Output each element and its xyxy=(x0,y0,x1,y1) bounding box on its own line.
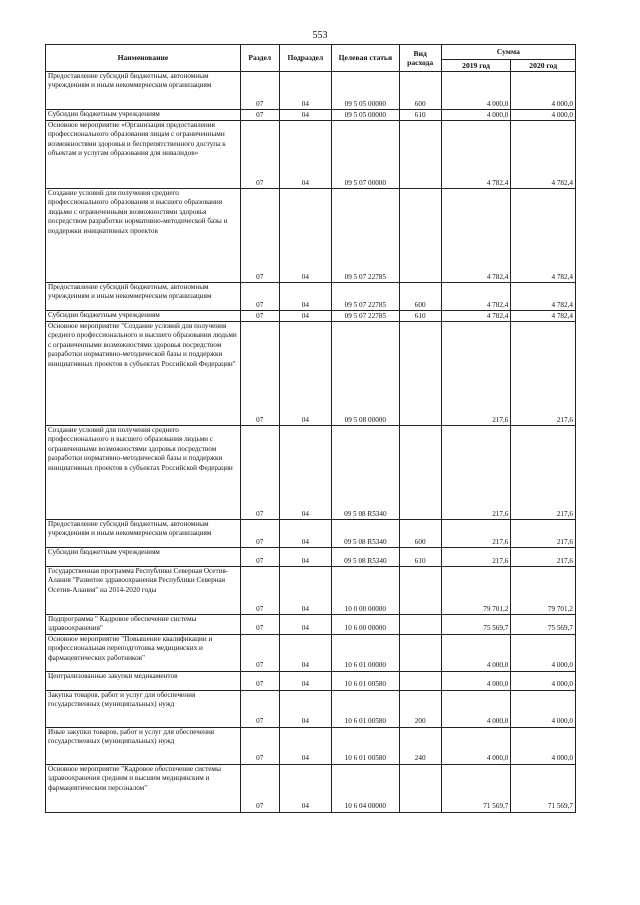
header-sum: Сумма xyxy=(441,45,575,60)
cell-subsection: 04 xyxy=(279,764,331,812)
cell-section: 07 xyxy=(240,110,279,121)
table-row xyxy=(46,671,576,690)
header-2019: 2019 год xyxy=(441,60,511,72)
cell-sum-2019: 4 782,4 xyxy=(441,189,511,283)
cell-expense: 610 xyxy=(399,110,441,121)
cell-name: Централизованные закупки медикаментов xyxy=(46,671,241,690)
cell-target: 09 5 08 R5340 xyxy=(332,548,400,567)
cell-name: Государственная программа Республики Северная Осетия-Алания "Развитие здравоохранения Республики Северная Осетия-Алания" на 2014-2020 годы xyxy=(46,567,241,615)
cell-sum-2020: 4 000,0 xyxy=(511,671,576,690)
cell-target: 09 5 05 00000 xyxy=(332,72,400,110)
cell-name: Основное мероприятие «Организация предоставления профессионального образования лицам с ограниченными возможностями здоровья и беспрепятственного доступа к объектам и услугам образования для инвалидов» xyxy=(46,121,241,189)
cell-target: 09 5 05 00000 xyxy=(332,110,400,121)
table-row xyxy=(46,764,576,812)
table-row xyxy=(46,121,576,189)
header-target: Целевая статья xyxy=(332,45,400,72)
cell-sum-2020: 4 782,4 xyxy=(511,311,576,322)
header-expense: Вид расхода xyxy=(399,45,441,72)
cell-expense: 600 xyxy=(399,520,441,548)
cell-sum-2020: 4 782,4 xyxy=(511,189,576,283)
cell-sum-2020: 217,6 xyxy=(511,520,576,548)
cell-sum-2019: 4 782,4 xyxy=(441,283,511,311)
cell-name: Подпрограмма " Кадровое обеспечение системы здравоохранения" xyxy=(46,615,241,635)
page-number: 553 xyxy=(312,30,328,41)
cell-subsection: 04 xyxy=(279,72,331,110)
cell-section: 07 xyxy=(240,548,279,567)
cell-target: 10 6 01 00000 xyxy=(332,634,400,671)
cell-expense xyxy=(399,322,441,426)
cell-subsection: 04 xyxy=(279,110,331,121)
cell-sum-2020: 4 782,4 xyxy=(511,121,576,189)
header-section: Раздел xyxy=(240,45,279,72)
cell-expense xyxy=(399,615,441,635)
cell-subsection: 04 xyxy=(279,671,331,690)
cell-sum-2020: 217,6 xyxy=(511,548,576,567)
cell-sum-2019: 217,6 xyxy=(441,548,511,567)
cell-sum-2020: 4 000,0 xyxy=(511,110,576,121)
cell-section: 07 xyxy=(240,615,279,635)
cell-section: 07 xyxy=(240,121,279,189)
cell-expense xyxy=(399,764,441,812)
cell-expense: 600 xyxy=(399,72,441,110)
cell-section: 07 xyxy=(240,520,279,548)
cell-sum-2019: 4 782,4 xyxy=(441,121,511,189)
cell-expense: 610 xyxy=(399,548,441,567)
cell-sum-2019: 79 701,2 xyxy=(441,567,511,615)
cell-name: Субсидии бюджетным учреждениям xyxy=(46,110,241,121)
cell-section: 07 xyxy=(240,764,279,812)
cell-target: 10 6 00 00000 xyxy=(332,615,400,635)
cell-target: 09 5 08 R5340 xyxy=(332,520,400,548)
cell-subsection: 04 xyxy=(279,426,331,520)
cell-name: Иные закупки товаров, работ и услуг для обеспечения государственных (муниципальных) нужд xyxy=(46,727,241,764)
cell-sum-2019: 4 000,0 xyxy=(441,727,511,764)
cell-sum-2020: 79 701,2 xyxy=(511,567,576,615)
cell-subsection: 04 xyxy=(279,121,331,189)
cell-sum-2019: 217,6 xyxy=(441,520,511,548)
table-row xyxy=(46,311,576,322)
cell-sum-2019: 71 569,7 xyxy=(441,764,511,812)
table-row xyxy=(46,690,576,727)
cell-name: Предоставление субсидий бюджетным, автономным учреждениям и иным некоммерческим организациям xyxy=(46,283,241,311)
cell-expense: 200 xyxy=(399,690,441,727)
table-row xyxy=(46,189,576,283)
cell-section: 07 xyxy=(240,567,279,615)
cell-section: 07 xyxy=(240,72,279,110)
cell-name: Предоставление субсидий бюджетным, автономным учреждениям и иным некоммерческим организациям xyxy=(46,520,241,548)
cell-sum-2020: 75 569,7 xyxy=(511,615,576,635)
cell-name: Основное мероприятие "Повышение квалификации и профессиональная переподготовка медицинских и фармацевтических работников" xyxy=(46,634,241,671)
cell-subsection: 04 xyxy=(279,283,331,311)
cell-target: 09 5 07 00000 xyxy=(332,121,400,189)
cell-section: 07 xyxy=(240,690,279,727)
cell-subsection: 04 xyxy=(279,189,331,283)
cell-section: 07 xyxy=(240,283,279,311)
cell-sum-2019: 4 782,4 xyxy=(441,311,511,322)
table-row xyxy=(46,110,576,121)
header-name: Наименование xyxy=(46,45,241,72)
cell-target: 10 6 01 00580 xyxy=(332,690,400,727)
cell-subsection: 04 xyxy=(279,615,331,635)
cell-subsection: 04 xyxy=(279,520,331,548)
header-2020: 2020 год xyxy=(511,60,576,72)
cell-section: 07 xyxy=(240,671,279,690)
cell-sum-2020: 4 782,4 xyxy=(511,283,576,311)
cell-name: Закупка товаров, работ и услуг для обеспечения государственных (муниципальных) нужд xyxy=(46,690,241,727)
cell-sum-2019: 217,6 xyxy=(441,426,511,520)
table-row xyxy=(46,548,576,567)
table-row xyxy=(46,322,576,426)
cell-expense xyxy=(399,426,441,520)
cell-section: 07 xyxy=(240,311,279,322)
cell-sum-2020: 4 000,0 xyxy=(511,634,576,671)
cell-target: 09 5 07 22785 xyxy=(332,283,400,311)
cell-target: 10 6 04 00000 xyxy=(332,764,400,812)
cell-name: Субсидии бюджетным учреждениям xyxy=(46,311,241,322)
cell-sum-2020: 217,6 xyxy=(511,426,576,520)
cell-expense xyxy=(399,567,441,615)
cell-name: Основное мероприятие "Создание условий для получения среднего профессионального и высшего образования людьми с ограниченными возможностями здоровья посредством разработки нормативно-методической базы и поддержки инициативных проектов в субъектах Российской Федерации" xyxy=(46,322,241,426)
cell-section: 07 xyxy=(240,634,279,671)
cell-subsection: 04 xyxy=(279,567,331,615)
cell-subsection: 04 xyxy=(279,322,331,426)
cell-sum-2019: 4 000,0 xyxy=(441,72,511,110)
cell-expense xyxy=(399,121,441,189)
budget-table xyxy=(45,44,576,813)
cell-expense: 610 xyxy=(399,311,441,322)
table-row xyxy=(46,615,576,635)
cell-sum-2019: 4 000,0 xyxy=(441,671,511,690)
cell-sum-2019: 4 000,0 xyxy=(441,634,511,671)
cell-target: 10 6 01 00580 xyxy=(332,727,400,764)
cell-name: Предоставление субсидий бюджетным, автономным учреждениям и иным некоммерческим организациям xyxy=(46,72,241,110)
cell-target: 10 6 01 00580 xyxy=(332,671,400,690)
table-row xyxy=(46,426,576,520)
cell-target: 10 0 00 00000 xyxy=(332,567,400,615)
table-row xyxy=(46,634,576,671)
cell-sum-2020: 4 000,0 xyxy=(511,690,576,727)
cell-expense xyxy=(399,189,441,283)
cell-sum-2020: 4 000,0 xyxy=(511,72,576,110)
cell-sum-2020: 4 000,0 xyxy=(511,727,576,764)
cell-expense xyxy=(399,671,441,690)
cell-name: Субсидии бюджетным учреждениям xyxy=(46,548,241,567)
cell-target: 09 5 07 22785 xyxy=(332,189,400,283)
cell-section: 07 xyxy=(240,189,279,283)
cell-subsection: 04 xyxy=(279,548,331,567)
cell-section: 07 xyxy=(240,426,279,520)
cell-sum-2020: 71 569,7 xyxy=(511,764,576,812)
cell-expense: 600 xyxy=(399,283,441,311)
cell-sum-2019: 4 000,0 xyxy=(441,690,511,727)
cell-target: 09 5 08 00000 xyxy=(332,322,400,426)
cell-section: 07 xyxy=(240,727,279,764)
cell-subsection: 04 xyxy=(279,727,331,764)
cell-name: Создание условий для получения среднего профессионального и высшего образования людьми с ограниченными возможностями здоровья посредством разработки нормативно-методической базы и поддержки инициативных проектов в субъектах Российской Федерации xyxy=(46,426,241,520)
cell-subsection: 04 xyxy=(279,634,331,671)
table-body xyxy=(46,72,576,813)
cell-subsection: 04 xyxy=(279,311,331,322)
cell-target: 09 5 08 R5340 xyxy=(332,426,400,520)
cell-expense xyxy=(399,634,441,671)
cell-sum-2019: 4 000,0 xyxy=(441,110,511,121)
cell-expense: 240 xyxy=(399,727,441,764)
table-row xyxy=(46,283,576,311)
cell-sum-2019: 75 569,7 xyxy=(441,615,511,635)
cell-name: Основное мероприятие "Кадровое обеспечение системы здравоохранения средним и высшим медицинским и фармацевтическим персоналом" xyxy=(46,764,241,812)
cell-subsection: 04 xyxy=(279,690,331,727)
table-row xyxy=(46,727,576,764)
cell-sum-2019: 217,6 xyxy=(441,322,511,426)
cell-section: 07 xyxy=(240,322,279,426)
cell-name: Создание условий для получения среднего профессионального образования и высшего образования людьми с ограниченными возможностями здоровья посредством разработки нормативно-методической базы и поддержки инициативных проектов xyxy=(46,189,241,283)
table-row xyxy=(46,567,576,615)
table-row xyxy=(46,520,576,548)
cell-target: 09 5 07 22785 xyxy=(332,311,400,322)
table-row xyxy=(46,72,576,110)
header-subsection: Подраздел xyxy=(279,45,331,72)
cell-sum-2020: 217,6 xyxy=(511,322,576,426)
